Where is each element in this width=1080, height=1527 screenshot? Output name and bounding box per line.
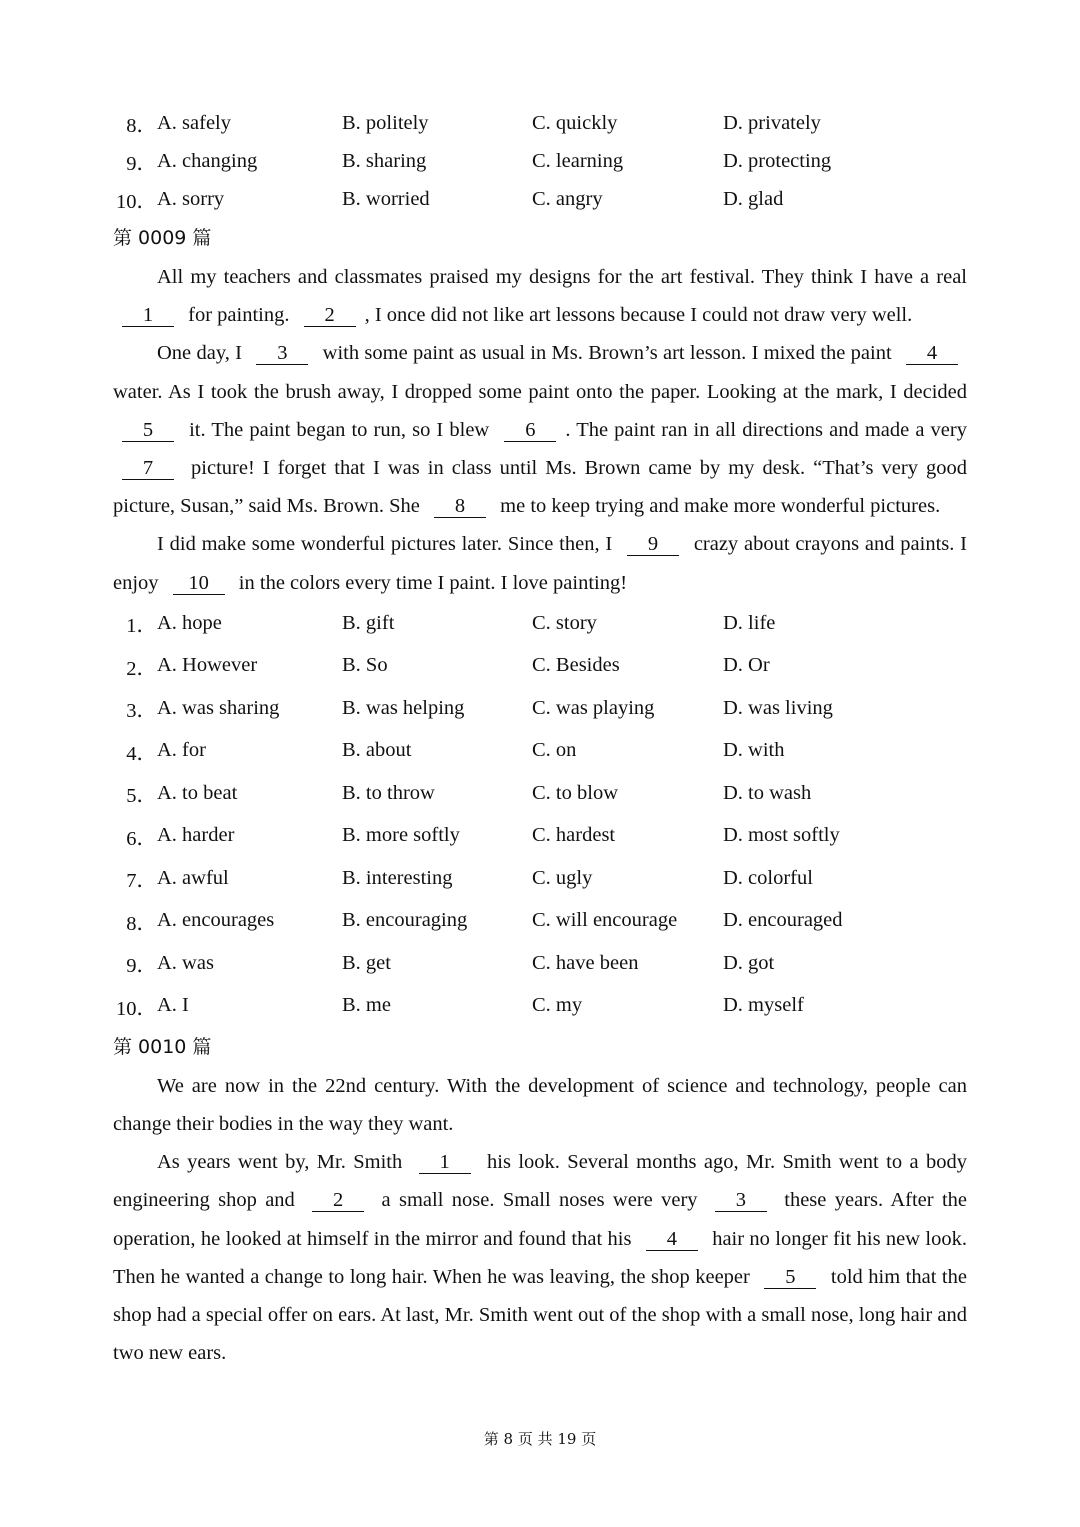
question-number: 2． [126, 657, 157, 680]
text-segment: told him that the shop had a special offer on ears. At last, Mr. Smith went out of the shop with a small nose, long hair and two new ears. [113, 1265, 967, 1365]
option-b: B. to throw [342, 781, 435, 804]
option-d: D. colorful [723, 866, 813, 889]
option-c: C. hardest [532, 824, 616, 847]
option-d: D. encouraged [723, 909, 843, 932]
option-a: A. sorry [157, 187, 225, 210]
option-d: D. to wash [723, 781, 812, 804]
option-a: A. safely [157, 111, 232, 134]
text-segment: picture! I forget that I was in class until Ms. Brown came by my desk. “That’s very good picture, Susan,” said Ms. Brown. She [113, 457, 967, 518]
passage-heading-0010: 第 0010 篇 [113, 1035, 212, 1058]
option-row [113, 772, 967, 815]
option-row [113, 984, 967, 1027]
option-c: C. on [532, 739, 577, 762]
text-segment: these years. After the operation, he looked at himself in the mirror and found that his [113, 1189, 968, 1250]
option-d: D. got [723, 951, 775, 974]
question-number: 8． [126, 115, 157, 137]
paragraph [113, 334, 967, 525]
option-a: A. hope [157, 611, 222, 634]
option-c: C. will encourage [532, 909, 678, 932]
option-row [113, 814, 967, 857]
option-b: B. about [342, 739, 412, 762]
option-c: C. Besides [532, 654, 620, 677]
option-row [113, 857, 967, 900]
option-d: D. Or [723, 654, 770, 677]
answer-blank: 8 [434, 495, 486, 518]
option-c: C. ugly [532, 866, 593, 889]
option-c: C. have been [532, 951, 639, 974]
option-d: D. most softly [723, 824, 840, 847]
option-d: D. protecting [723, 149, 832, 172]
option-d: D. was living [723, 696, 833, 719]
text-segment: it. The paint began to run, so I blew [183, 418, 496, 441]
text-segment: I did make some wonderful pictures later. Since then, I [157, 533, 619, 556]
option-a: A. encourages [157, 909, 275, 932]
question-number: 9． [126, 153, 157, 175]
text-segment: crazy about crayons and paints. I enjoy [113, 533, 967, 594]
answer-blank: 9 [627, 533, 679, 556]
option-b: B. sharing [342, 149, 427, 172]
option-d: D. life [723, 611, 776, 634]
option-c: C. to blow [532, 781, 618, 804]
options-table-previous [113, 104, 967, 218]
option-row [113, 602, 967, 645]
option-d: D. glad [723, 187, 784, 210]
text-segment: All my teachers and classmates praised my designs for the art festival. They think I have a real [157, 266, 967, 288]
passage-heading-0009: 第 0009 篇 [113, 227, 212, 249]
option-b: B. encouraging [342, 909, 468, 932]
passage-0009-text [113, 258, 967, 602]
option-c: C. angry [532, 187, 603, 210]
text-segment: As years went by, Mr. Smith [157, 1151, 410, 1174]
question-number: 3． [126, 700, 157, 723]
paragraph [113, 1143, 967, 1372]
question-number: 5． [126, 785, 157, 808]
option-c: C. story [532, 611, 597, 634]
text-segment: . The paint ran in all directions and made a very [565, 418, 967, 441]
option-d: D. privately [723, 111, 821, 134]
option-row [113, 942, 967, 985]
text-segment: me to keep trying and make more wonderful pictures. [495, 495, 941, 518]
question-number: 1． [126, 615, 157, 638]
question-number: 10． [116, 997, 157, 1020]
text-segment: One day, I [157, 342, 248, 365]
text-segment: water. As I took the brush away, I dropped some paint onto the paper. Looking at the mark, I decided [113, 380, 967, 403]
answer-blank: 6 [504, 419, 556, 442]
answer-blank: 5 [122, 419, 174, 442]
text-segment: , I once did not like art lessons because I could not draw very well. [364, 304, 913, 327]
option-a: A. However [157, 654, 258, 677]
answer-blank: 10 [173, 572, 225, 595]
document-page [113, 104, 967, 1372]
option-a: A. to beat [157, 781, 238, 804]
option-row [113, 687, 967, 730]
page-footer: 第 8 页 共 19 页 [483, 1430, 597, 1448]
option-row [113, 644, 967, 687]
text-segment: with some paint as usual in Ms. Brown’s art lesson. I mixed the paint [317, 342, 897, 365]
answer-blank: 3 [256, 342, 308, 365]
option-row [113, 729, 967, 772]
option-row [113, 142, 967, 180]
text-segment: a small nose. Small noses were very [373, 1189, 706, 1212]
option-b: B. more softly [342, 824, 460, 847]
question-number: 8． [126, 912, 157, 935]
answer-blank: 4 [646, 1228, 698, 1251]
option-c: C. learning [532, 149, 624, 172]
question-number: 9． [126, 955, 157, 978]
option-row [113, 180, 967, 218]
question-number: 4． [126, 742, 157, 765]
option-b: B. worried [342, 187, 430, 210]
passage-0010-text [113, 1067, 967, 1373]
answer-blank: 2 [312, 1189, 364, 1212]
answer-blank: 4 [906, 342, 958, 365]
option-b: B. So [342, 654, 388, 677]
question-number: 10． [116, 191, 157, 213]
option-b: B. interesting [342, 866, 453, 889]
answer-blank: 1 [122, 304, 174, 327]
answer-blank: 3 [715, 1189, 767, 1212]
option-b: B. get [342, 951, 391, 974]
answer-blank: 7 [122, 457, 174, 480]
option-a: A. awful [157, 866, 229, 889]
option-a: A. changing [157, 149, 258, 172]
options-table-0009 [113, 602, 967, 1027]
answer-blank: 2 [304, 304, 356, 327]
text-segment: We are now in the 22nd century. With the development of science and technology, people can change their bodies in the way they want. [113, 1074, 967, 1136]
answer-blank: 5 [764, 1266, 816, 1289]
option-a: A. for [157, 739, 206, 762]
text-segment: for painting. [183, 304, 295, 327]
option-a: A. harder [157, 824, 235, 847]
answer-blank: 1 [419, 1151, 471, 1174]
question-number: 7． [126, 870, 157, 893]
option-d: D. myself [723, 994, 804, 1017]
option-row [113, 899, 967, 942]
text-segment: in the colors every time I paint. I love painting! [233, 571, 628, 594]
option-a: A. I [157, 994, 189, 1017]
paragraph [113, 1067, 967, 1143]
option-b: B. was helping [342, 696, 465, 719]
option-row [113, 104, 967, 142]
option-c: C. my [532, 994, 583, 1017]
option-b: B. me [342, 994, 391, 1017]
option-b: B. gift [342, 611, 395, 634]
paragraph [113, 258, 967, 334]
option-c: C. was playing [532, 696, 655, 719]
option-d: D. with [723, 739, 785, 762]
option-c: C. quickly [532, 111, 618, 134]
text-segment: his look. Several months ago, Mr. Smith went to a body engineering shop and [113, 1151, 967, 1212]
option-b: B. politely [342, 111, 429, 134]
option-a: A. was sharing [157, 696, 280, 719]
text-segment: hair no longer fit his new look. Then he wanted a change to long hair. When he was leaving, the shop keeper [113, 1227, 968, 1288]
question-number: 6． [126, 827, 157, 850]
option-a: A. was [157, 951, 214, 974]
paragraph [113, 525, 967, 601]
